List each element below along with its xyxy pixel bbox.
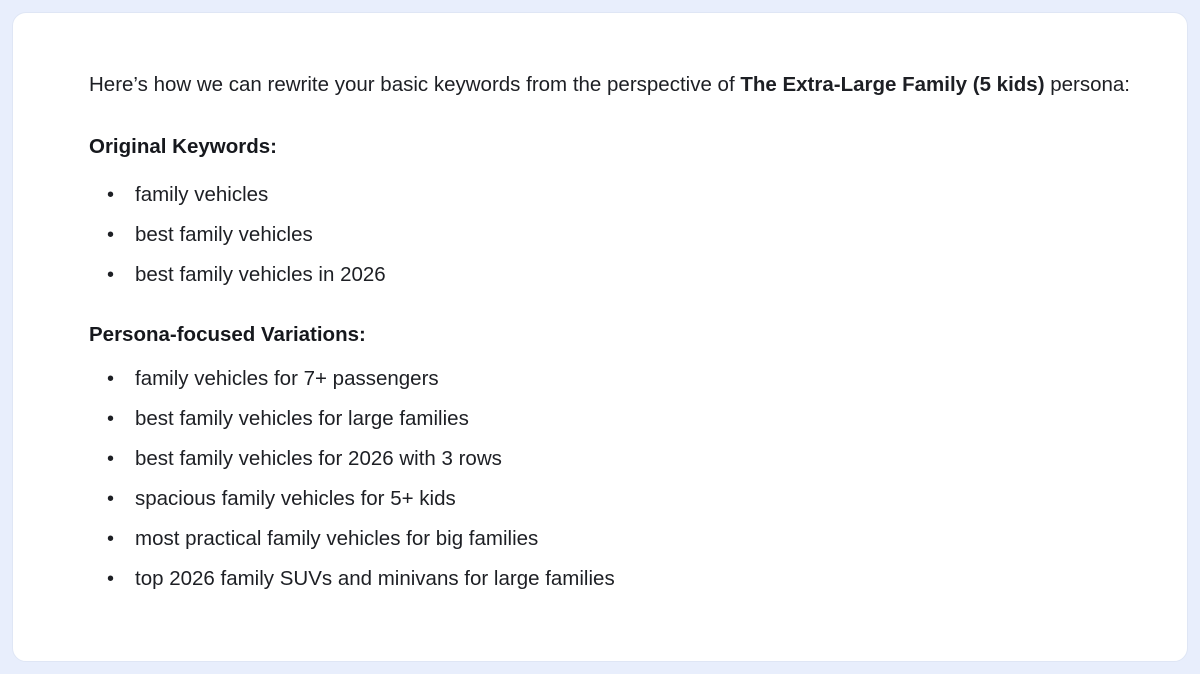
- list-item: • family vehicles for 7+ passengers: [89, 359, 1131, 399]
- intro-text-suffix: persona:: [1044, 73, 1131, 96]
- original-keywords-list: [89, 175, 1131, 295]
- list-item: • best family vehicles for 2026 with 3 rows: [89, 439, 1131, 479]
- list-item: • best family vehicles in 2026: [89, 255, 1131, 295]
- list-item: • most practical family vehicles for big families: [89, 519, 1131, 559]
- persona-variations-list: [89, 359, 1131, 599]
- section-heading-persona-variations: Persona-focused Variations:: [89, 323, 366, 346]
- list-item: • top 2026 family SUVs and minivans for large families: [89, 559, 1131, 599]
- content-card: [12, 12, 1188, 662]
- list-item: • best family vehicles: [89, 215, 1131, 255]
- list-item: • spacious family vehicles for 5+ kids: [89, 479, 1131, 519]
- document-body: [13, 13, 1187, 627]
- section-heading-original-keywords: Original Keywords:: [89, 135, 277, 158]
- intro-paragraph: [89, 65, 1131, 105]
- list-item: • best family vehicles for large families: [89, 399, 1131, 439]
- persona-name: The Extra-Large Family (5 kids): [740, 73, 1045, 96]
- list-item: • family vehicles: [89, 175, 1131, 215]
- intro-text-prefix: Here’s how we can rewrite your basic keywords from the perspective of: [89, 73, 741, 96]
